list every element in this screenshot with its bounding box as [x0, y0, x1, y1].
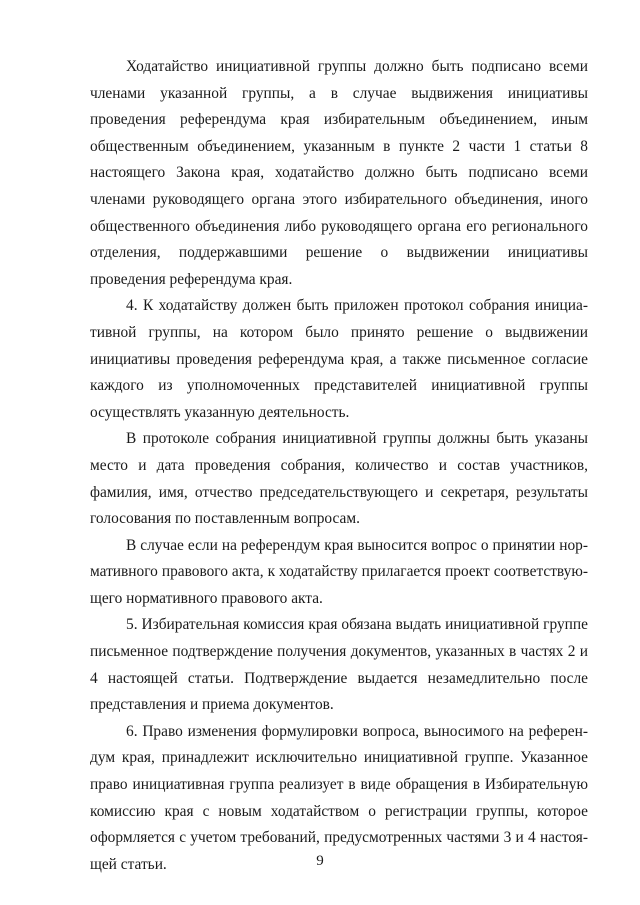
document-body: [90, 54, 588, 878]
paragraph: В случае если на референдум края выносится вопрос о принятии нормативного правового акта, к ходатайству прилагается проект соответствующего нормативного правового акта.: [90, 536, 588, 607]
paragraph: 6. Право изменения формулировки вопроса, выносимого на референдум края, принадлежит исключительно инициативной группе. Указанное право инициативная группа реализует в виде обращения в Избирательную комиссию края с новым ходатайством о регистрации группы, которое оформляется с учетом требований, предусмотренных частями 3 и 4 настоящей статьи.: [90, 722, 588, 873]
paragraph: 4. К ходатайству должен быть приложен протокол собрания инициативной группы, на котором было принято решение о выдвижении инициативы проведения референдума края, а также письменное согласие каждого из уполномоченных представителей инициативной группы осуществлять указанную деятельность.: [90, 297, 588, 421]
paragraph: В протоколе собрания инициативной группы должны быть указаны место и дата проведения собрания, количество и состав участников, фамилия, имя, отчество председательствующего и секретаря, результаты голосования по поставленным вопросам.: [90, 430, 588, 528]
page-number: 9: [316, 853, 324, 869]
paragraph: Ходатайство инициативной группы должно быть подписано всеми членами указанной группы, а в случае выдвижения инициативы проведения референдума края избирательным объединением, иным общественным объединением, указанным в пункте 2 части 1 статьи 8 настоящего Закона края, ходатайство должно быть подписано всеми членами руководящего органа этого избирательного объединения, иного общественного объединения либо руководящего органа его регионального отделения, поддержавшими решение о выдвижении инициативы проведения референдума края.: [90, 58, 588, 288]
paragraph: 5. Избирательная комиссия края обязана выдать инициативной группе письменное подтверждение получения документов, указанных в частях 2 и 4 настоящей статьи. Подтверждение выдается незамедлительно после представления и приема документов.: [90, 616, 588, 714]
